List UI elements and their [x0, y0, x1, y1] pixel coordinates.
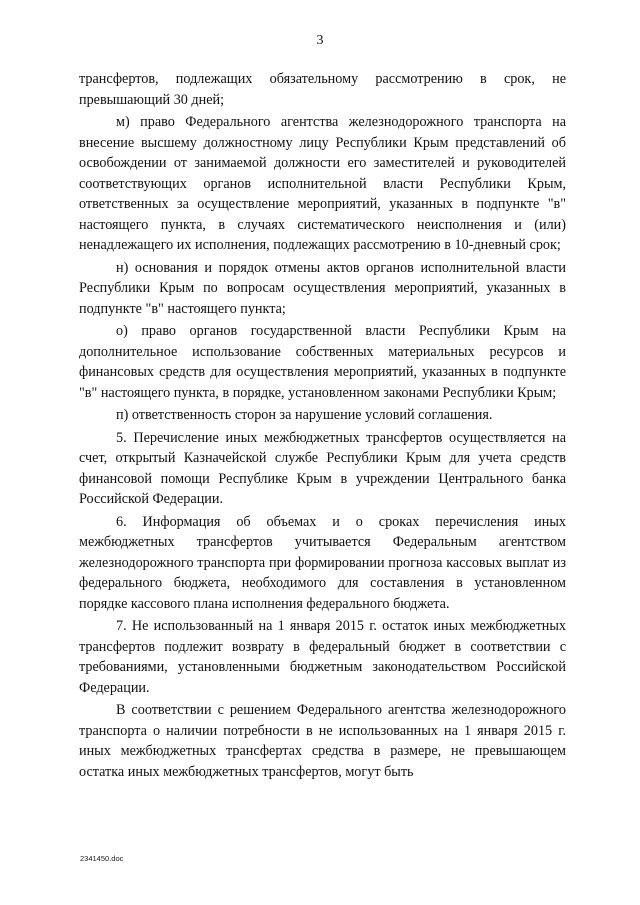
paragraph-item-o: о) право органов государственной власти Республики Крым на дополнительное использование собственных материальных ресурсов и финансовых средств для осуществления мероприятий, указанных в подпункте "в" настоящего пункта, в порядке, установленном законами Республики Крым;	[79, 323, 566, 401]
paragraph-clause-7: 7. Не использованный на 1 января 2015 г. остаток иных межбюджетных трансфертов подлежит возврату в федеральный бюджет в соответствии с требованиями, установленными бюджетным законодательством Российской Федерации.	[79, 618, 566, 696]
footer-filename: 2341450.doc	[80, 854, 124, 863]
paragraph-clause-5: 5. Перечисление иных межбюджетных трансфертов осуществляется на счет, открытый Казначейской службе Республики Крым для учета средств финансовой помощи Республике Крым в учреждении Центрального банка Российской Федерации.	[79, 429, 566, 507]
paragraph-item-m: м) право Федерального агентства железнодорожного транспорта на внесение высшему должностному лицу Республики Крым представлений об освобождении от занимаемой должности его заместителей и руководителей соответствующих органов исполнительной власти Республики Крым, ответственных за осуществление мероприятий, указанных в подпункте "в" настоящего пункта, в случаях систематического неисполнения и (или) ненадлежащего их исполнения, подлежащих рассмотрению в 10-дневный срок;	[79, 114, 566, 253]
paragraph-item-p: п) ответственность сторон за нарушение условий соглашения.	[116, 407, 493, 423]
paragraph-transfers-deadline: трансфертов, подлежащих обязательному рассмотрению в срок, не превышающий 30 дней;	[79, 71, 566, 108]
page-number: 3	[316, 33, 324, 48]
paragraph-clause-6: 6. Информация об объемах и о сроках перечисления иных межбюджетных трансфертов учитывается Федеральным агентством железнодорожного транспорта при формировании прогноза кассовых выплат из федерального бюджета, необходимого для составления в установленном порядке кассового плана исполнения федерального бюджета.	[79, 513, 566, 612]
paragraph-item-n: н) основания и порядок отмены актов органов исполнительной власти Республики Крым по вопросам осуществления мероприятий, указанных в подпункте "в" настоящего пункта;	[79, 259, 566, 317]
document-body	[79, 69, 566, 782]
paragraph-decision-unused-funds: В соответствии с решением Федерального агентства железнодорожного транспорта о наличии потребности в не использованных на 1 января 2015 г. иных межбюджетных трансфертах средства в размере, не превышающем остатка иных межбюджетных трансфертов, могут быть	[79, 702, 566, 780]
